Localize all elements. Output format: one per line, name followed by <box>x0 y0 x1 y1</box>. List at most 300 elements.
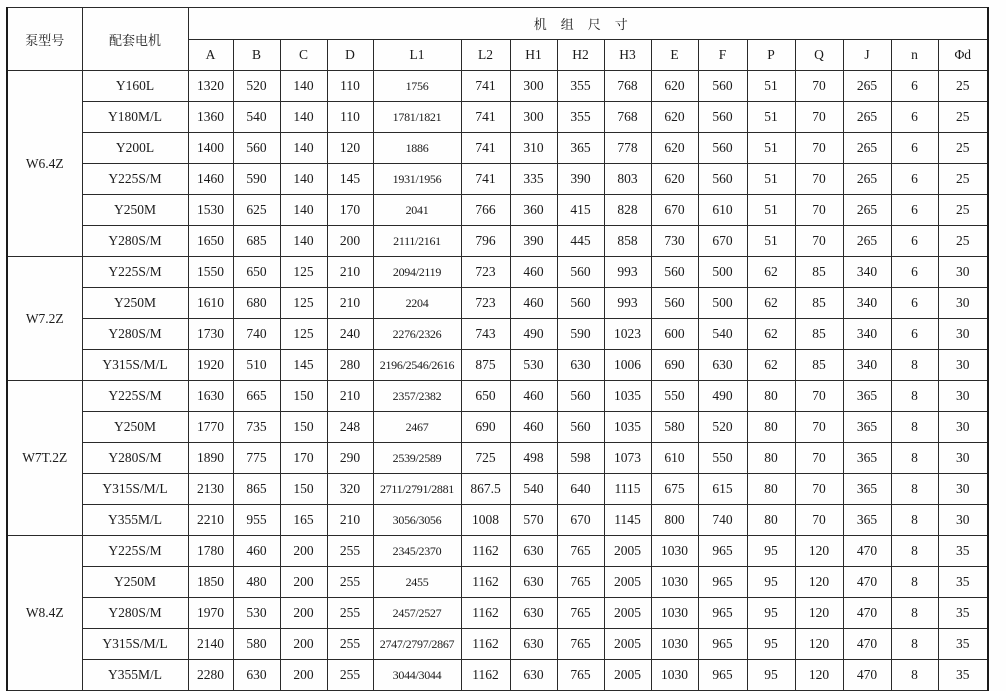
dimension-cell: 355 <box>557 71 604 102</box>
dimension-cell: 3044/3044 <box>373 660 461 691</box>
table-row <box>7 195 988 226</box>
dimension-cell: 70 <box>795 133 843 164</box>
dimension-cell: 30 <box>938 474 988 505</box>
dimension-cell: 2005 <box>604 536 651 567</box>
dimension-cell: 140 <box>280 226 327 257</box>
motor-cell: Y180M/L <box>82 102 188 133</box>
dimension-cell: 210 <box>327 505 373 536</box>
table-row <box>7 319 988 350</box>
dimension-cell: 2357/2382 <box>373 381 461 412</box>
dimension-cell: 8 <box>891 412 938 443</box>
dimension-cell: 120 <box>327 133 373 164</box>
dimension-cell: 460 <box>510 257 557 288</box>
motor-cell: Y200L <box>82 133 188 164</box>
table-row <box>7 598 988 629</box>
dimension-cell: 1006 <box>604 350 651 381</box>
dimension-cell: 460 <box>510 381 557 412</box>
dimension-cell: 778 <box>604 133 651 164</box>
dimension-cell: 255 <box>327 598 373 629</box>
dimension-cell: 620 <box>651 102 698 133</box>
dimension-cell: 680 <box>233 288 280 319</box>
dimension-cell: 85 <box>795 319 843 350</box>
dimension-cell: 650 <box>233 257 280 288</box>
dimension-cell: 690 <box>651 350 698 381</box>
dimension-cell: 70 <box>795 226 843 257</box>
dimension-cell: 965 <box>698 660 747 691</box>
dimension-cell: 6 <box>891 71 938 102</box>
dimension-cell: 30 <box>938 257 988 288</box>
dimension-cell: 1770 <box>188 412 233 443</box>
motor-header: 配套电机 <box>82 8 188 71</box>
dimension-cell: 470 <box>843 660 891 691</box>
dimension-cell: 2276/2326 <box>373 319 461 350</box>
dimension-cell: 993 <box>604 257 651 288</box>
dimension-cell: 120 <box>795 567 843 598</box>
dimension-cell: 1550 <box>188 257 233 288</box>
dimension-cell: 1162 <box>461 629 510 660</box>
dimension-cell: 490 <box>510 319 557 350</box>
dimension-cell: 875 <box>461 350 510 381</box>
dimension-cell: 85 <box>795 288 843 319</box>
dimension-cell: 265 <box>843 195 891 226</box>
dimension-cell: 80 <box>747 443 795 474</box>
motor-cell: Y250M <box>82 288 188 319</box>
column-header: L1 <box>373 40 461 71</box>
dimension-cell: 200 <box>280 629 327 660</box>
dimension-cell: 460 <box>233 536 280 567</box>
dimension-cell: 620 <box>651 164 698 195</box>
dimension-cell: 110 <box>327 71 373 102</box>
dimension-cell: 1030 <box>651 629 698 660</box>
dimension-cell: 520 <box>698 412 747 443</box>
dimension-cell: 30 <box>938 350 988 381</box>
dimension-cell: 2467 <box>373 412 461 443</box>
dimension-cell: 365 <box>843 443 891 474</box>
dimension-cell: 340 <box>843 257 891 288</box>
dimension-cell: 1035 <box>604 412 651 443</box>
dimension-cell: 620 <box>651 133 698 164</box>
dimension-cell: 1073 <box>604 443 651 474</box>
dimension-cell: 51 <box>747 226 795 257</box>
dimension-cell: 530 <box>510 350 557 381</box>
table-row <box>7 505 988 536</box>
dimension-cell: 560 <box>557 412 604 443</box>
dimension-cell: 965 <box>698 629 747 660</box>
dimension-cell: 1630 <box>188 381 233 412</box>
dimension-cell: 265 <box>843 71 891 102</box>
dimension-cell: 765 <box>557 629 604 660</box>
dimension-cell: 125 <box>280 257 327 288</box>
dimension-cell: 460 <box>510 412 557 443</box>
dimension-cell: 390 <box>510 226 557 257</box>
dimension-cell: 741 <box>461 102 510 133</box>
dimension-cell: 70 <box>795 102 843 133</box>
dimension-cell: 480 <box>233 567 280 598</box>
dimension-cell: 570 <box>510 505 557 536</box>
dimension-cell: 2005 <box>604 660 651 691</box>
dimension-cell: 1162 <box>461 598 510 629</box>
dimension-cell: 300 <box>510 71 557 102</box>
dimension-cell: 2041 <box>373 195 461 226</box>
dimension-cell: 8 <box>891 567 938 598</box>
motor-cell: Y225S/M <box>82 536 188 567</box>
dimension-cell: 125 <box>280 319 327 350</box>
dimension-cell: 560 <box>233 133 280 164</box>
dimension-cell: 490 <box>698 381 747 412</box>
dimension-cell: 540 <box>698 319 747 350</box>
table-row <box>7 226 988 257</box>
dimension-cell: 140 <box>280 164 327 195</box>
dimension-cell: 530 <box>233 598 280 629</box>
dimension-cell: 35 <box>938 536 988 567</box>
dimension-cell: 95 <box>747 598 795 629</box>
dimension-cell: 210 <box>327 288 373 319</box>
dimension-cell: 1756 <box>373 71 461 102</box>
dimension-cell: 70 <box>795 164 843 195</box>
dimension-cell: 775 <box>233 443 280 474</box>
dimension-cell: 630 <box>510 598 557 629</box>
dimension-cell: 796 <box>461 226 510 257</box>
dimension-cell: 360 <box>510 195 557 226</box>
dimension-cell: 675 <box>651 474 698 505</box>
dimension-cell: 150 <box>280 381 327 412</box>
dimension-cell: 865 <box>233 474 280 505</box>
dimension-cell: 240 <box>327 319 373 350</box>
column-header: Q <box>795 40 843 71</box>
table-row <box>7 412 988 443</box>
dimension-cell: 35 <box>938 567 988 598</box>
dimension-cell: 768 <box>604 102 651 133</box>
dimension-cell: 300 <box>510 102 557 133</box>
dimension-cell: 255 <box>327 567 373 598</box>
dimension-cell: 150 <box>280 412 327 443</box>
dimension-cell: 35 <box>938 660 988 691</box>
dimension-cell: 120 <box>795 598 843 629</box>
dimension-cell: 6 <box>891 288 938 319</box>
dimension-cell: 62 <box>747 257 795 288</box>
dimension-cell: 1730 <box>188 319 233 350</box>
dimension-cell: 560 <box>557 288 604 319</box>
dimension-cell: 120 <box>795 536 843 567</box>
dimension-cell: 858 <box>604 226 651 257</box>
dimension-cell: 200 <box>280 536 327 567</box>
dimension-cell: 670 <box>651 195 698 226</box>
dimension-cell: 1035 <box>604 381 651 412</box>
column-header: A <box>188 40 233 71</box>
dimension-cell: 8 <box>891 629 938 660</box>
column-header: C <box>280 40 327 71</box>
dimension-cell: 965 <box>698 598 747 629</box>
dimension-cell: 560 <box>651 288 698 319</box>
dimension-cell: 8 <box>891 660 938 691</box>
dimension-cell: 2210 <box>188 505 233 536</box>
dimension-cell: 6 <box>891 102 938 133</box>
pump-model-header: 泵型号 <box>7 8 82 71</box>
dimension-cell: 1970 <box>188 598 233 629</box>
dimension-cell: 140 <box>280 195 327 226</box>
dimension-cell: 3056/3056 <box>373 505 461 536</box>
dimension-cell: 620 <box>651 71 698 102</box>
dimension-cell: 1360 <box>188 102 233 133</box>
dimension-cell: 310 <box>510 133 557 164</box>
dimension-cell: 741 <box>461 71 510 102</box>
dimension-cell: 630 <box>510 567 557 598</box>
motor-cell: Y225S/M <box>82 381 188 412</box>
dimension-cell: 51 <box>747 164 795 195</box>
dimension-cell: 1890 <box>188 443 233 474</box>
dimension-cell: 1162 <box>461 567 510 598</box>
dimension-cell: 803 <box>604 164 651 195</box>
dimension-cell: 550 <box>698 443 747 474</box>
dimension-cell: 1320 <box>188 71 233 102</box>
dimension-cell: 800 <box>651 505 698 536</box>
dimension-cell: 70 <box>795 474 843 505</box>
dimension-cell: 1920 <box>188 350 233 381</box>
dimension-cell: 255 <box>327 660 373 691</box>
dimension-cell: 500 <box>698 288 747 319</box>
table-row <box>7 102 988 133</box>
dimension-cell: 1610 <box>188 288 233 319</box>
dimension-cell: 2280 <box>188 660 233 691</box>
dimension-cell: 1030 <box>651 660 698 691</box>
dimension-cell: 365 <box>557 133 604 164</box>
dimension-cell: 540 <box>510 474 557 505</box>
dimension-cell: 265 <box>843 133 891 164</box>
dimension-cell: 365 <box>843 474 891 505</box>
dimension-cell: 170 <box>327 195 373 226</box>
dimension-cell: 580 <box>233 629 280 660</box>
dimension-cell: 150 <box>280 474 327 505</box>
dimension-cell: 1781/1821 <box>373 102 461 133</box>
dimension-cell: 965 <box>698 536 747 567</box>
dimension-cell: 1023 <box>604 319 651 350</box>
dimension-cell: 766 <box>461 195 510 226</box>
dimension-cell: 70 <box>795 71 843 102</box>
dimension-cell: 200 <box>280 660 327 691</box>
dimension-cell: 1162 <box>461 536 510 567</box>
dimension-cell: 365 <box>843 505 891 536</box>
dimension-cell: 828 <box>604 195 651 226</box>
dimension-cell: 1162 <box>461 660 510 691</box>
dimension-cell: 95 <box>747 660 795 691</box>
motor-cell: Y280S/M <box>82 443 188 474</box>
dimension-cell: 390 <box>557 164 604 195</box>
motor-cell: Y315S/M/L <box>82 474 188 505</box>
column-header: J <box>843 40 891 71</box>
dimension-cell: 8 <box>891 536 938 567</box>
table-row <box>7 474 988 505</box>
dimension-cell: 6 <box>891 257 938 288</box>
dimension-cell: 1115 <box>604 474 651 505</box>
table-row <box>7 257 988 288</box>
dimension-cell: 1030 <box>651 598 698 629</box>
dimension-cell: 520 <box>233 71 280 102</box>
table-row <box>7 567 988 598</box>
column-header: H3 <box>604 40 651 71</box>
dimension-cell: 415 <box>557 195 604 226</box>
dimension-cell: 70 <box>795 505 843 536</box>
dimension-cell: 6 <box>891 133 938 164</box>
dimension-cell: 30 <box>938 381 988 412</box>
dimension-cell: 650 <box>461 381 510 412</box>
dimension-cell: 498 <box>510 443 557 474</box>
dimension-cell: 723 <box>461 288 510 319</box>
dimension-cell: 630 <box>698 350 747 381</box>
dimension-cell: 610 <box>698 195 747 226</box>
dimension-cell: 470 <box>843 598 891 629</box>
dimension-cell: 70 <box>795 412 843 443</box>
dimension-cell: 560 <box>698 133 747 164</box>
dimension-cell: 25 <box>938 164 988 195</box>
dimension-cell: 725 <box>461 443 510 474</box>
dimension-cell: 80 <box>747 412 795 443</box>
dimension-cell: 8 <box>891 381 938 412</box>
table-row <box>7 288 988 319</box>
dimension-cell: 2345/2370 <box>373 536 461 567</box>
pump-model-cell: W6.4Z <box>7 71 82 257</box>
dimension-cell: 30 <box>938 288 988 319</box>
dimension-cell: 600 <box>651 319 698 350</box>
dimension-cell: 8 <box>891 350 938 381</box>
dimension-cell: 62 <box>747 288 795 319</box>
dimension-cell: 1650 <box>188 226 233 257</box>
dimension-cell: 265 <box>843 164 891 195</box>
column-header: Φd <box>938 40 988 71</box>
dimension-cell: 8 <box>891 474 938 505</box>
dimension-cell: 265 <box>843 226 891 257</box>
dimension-cell: 560 <box>698 71 747 102</box>
dimension-cell: 365 <box>843 381 891 412</box>
column-header: L2 <box>461 40 510 71</box>
dimension-cell: 170 <box>280 443 327 474</box>
dimension-cell: 510 <box>233 350 280 381</box>
motor-cell: Y225S/M <box>82 257 188 288</box>
dimension-cell: 8 <box>891 598 938 629</box>
column-header: H2 <box>557 40 604 71</box>
table-body <box>7 71 988 691</box>
dimension-cell: 630 <box>233 660 280 691</box>
dimension-cell: 6 <box>891 319 938 350</box>
dimension-cell: 365 <box>843 412 891 443</box>
dimension-cell: 730 <box>651 226 698 257</box>
dimension-cell: 2130 <box>188 474 233 505</box>
table-row <box>7 350 988 381</box>
dimension-cell: 340 <box>843 288 891 319</box>
dimension-cell: 2457/2527 <box>373 598 461 629</box>
dimension-cell: 1780 <box>188 536 233 567</box>
dimension-cell: 355 <box>557 102 604 133</box>
dimension-cell: 740 <box>233 319 280 350</box>
dimension-cell: 30 <box>938 505 988 536</box>
dimension-cell: 265 <box>843 102 891 133</box>
dimension-cell: 1008 <box>461 505 510 536</box>
dimension-cell: 540 <box>233 102 280 133</box>
dimension-cell: 95 <box>747 567 795 598</box>
dimension-cell: 1850 <box>188 567 233 598</box>
dimension-cell: 25 <box>938 102 988 133</box>
pump-model-cell: W7T.2Z <box>7 381 82 536</box>
dimension-cell: 550 <box>651 381 698 412</box>
dimension-cell: 140 <box>280 133 327 164</box>
dimension-cell: 62 <box>747 350 795 381</box>
table-row <box>7 164 988 195</box>
dimension-cell: 630 <box>510 660 557 691</box>
dimension-cell: 210 <box>327 257 373 288</box>
dimension-cell: 2005 <box>604 567 651 598</box>
dimension-cell: 25 <box>938 133 988 164</box>
table-row <box>7 381 988 412</box>
dimension-cell: 765 <box>557 567 604 598</box>
dimension-cell: 30 <box>938 443 988 474</box>
dimension-cell: 590 <box>557 319 604 350</box>
dimension-cell: 993 <box>604 288 651 319</box>
dimension-cell: 125 <box>280 288 327 319</box>
dimension-cell: 590 <box>233 164 280 195</box>
motor-cell: Y280S/M <box>82 598 188 629</box>
dimension-cell: 25 <box>938 71 988 102</box>
motor-cell: Y225S/M <box>82 164 188 195</box>
dimension-cell: 630 <box>510 629 557 660</box>
dimension-cell: 140 <box>280 71 327 102</box>
dimension-cell: 445 <box>557 226 604 257</box>
dimension-cell: 640 <box>557 474 604 505</box>
unit-dimension-table <box>6 7 989 691</box>
table-row <box>7 629 988 660</box>
column-header: F <box>698 40 747 71</box>
dimension-cell: 560 <box>557 257 604 288</box>
motor-cell: Y250M <box>82 567 188 598</box>
dimension-cell: 248 <box>327 412 373 443</box>
dimension-cell: 625 <box>233 195 280 226</box>
dimension-cell: 740 <box>698 505 747 536</box>
dimension-cell: 51 <box>747 195 795 226</box>
dimension-cell: 70 <box>795 195 843 226</box>
motor-cell: Y280S/M <box>82 226 188 257</box>
dimension-cell: 743 <box>461 319 510 350</box>
dimension-cell: 145 <box>327 164 373 195</box>
dimension-cell: 2196/2546/2616 <box>373 350 461 381</box>
column-header: H1 <box>510 40 557 71</box>
dimension-cell: 25 <box>938 226 988 257</box>
table-row <box>7 71 988 102</box>
dimension-cell: 615 <box>698 474 747 505</box>
dimension-cell: 1145 <box>604 505 651 536</box>
dimension-cell: 1030 <box>651 567 698 598</box>
dimension-cell: 290 <box>327 443 373 474</box>
motor-cell: Y315S/M/L <box>82 350 188 381</box>
dimension-cell: 723 <box>461 257 510 288</box>
dimension-cell: 580 <box>651 412 698 443</box>
dimension-cell: 690 <box>461 412 510 443</box>
dimension-cell: 85 <box>795 350 843 381</box>
column-header: n <box>891 40 938 71</box>
table-row <box>7 443 988 474</box>
column-header: D <box>327 40 373 71</box>
dimension-cell: 255 <box>327 536 373 567</box>
dimension-cell: 630 <box>557 350 604 381</box>
column-header: E <box>651 40 698 71</box>
dimension-cell: 8 <box>891 505 938 536</box>
dimension-cell: 2711/2791/2881 <box>373 474 461 505</box>
dimension-cell: 1460 <box>188 164 233 195</box>
dimension-cell: 51 <box>747 71 795 102</box>
dimension-cell: 765 <box>557 536 604 567</box>
dimension-cell: 685 <box>233 226 280 257</box>
dimension-cell: 25 <box>938 195 988 226</box>
dimension-cell: 95 <box>747 629 795 660</box>
dimension-cell: 95 <box>747 536 795 567</box>
dimension-cell: 735 <box>233 412 280 443</box>
